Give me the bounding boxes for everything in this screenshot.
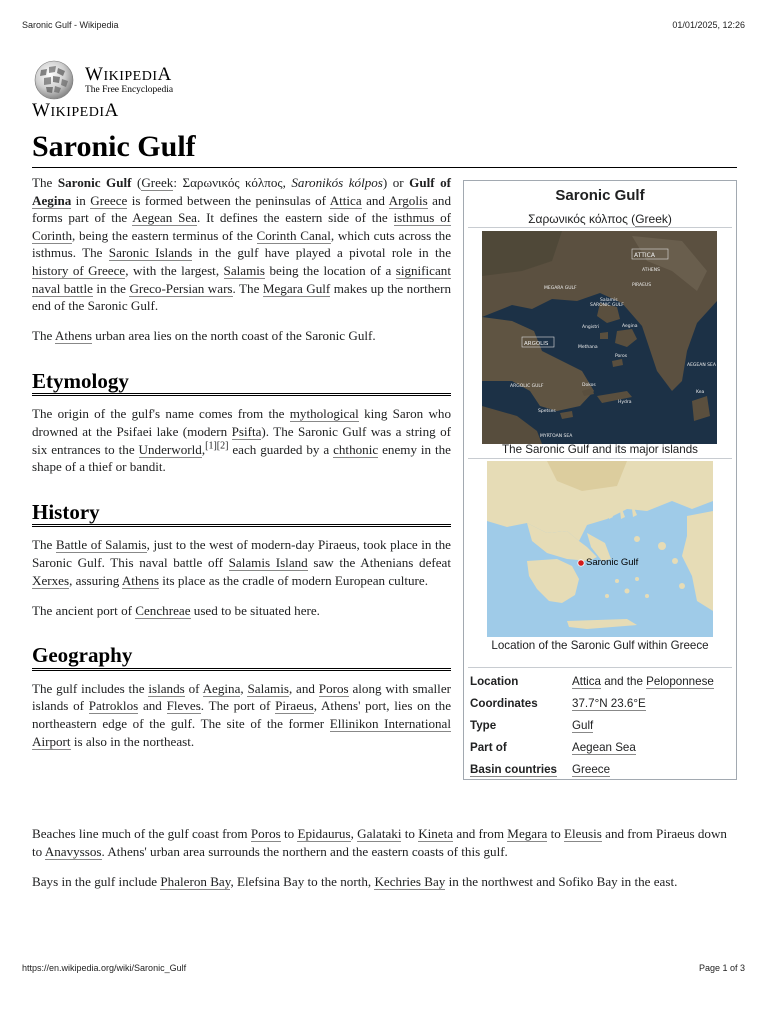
geography-paragraph-1: The gulf includes the islands of Aegina, Salamis, and Poros along with smaller islands of Patroklos and Fleves. The port of Piraeus, Athens' port, lies on the northeastern edge of the gulf. The site of the former Ellinikon International Airport is also in the northeast. <box>32 680 452 749</box>
wikipedia-wordmark: WIKIPEDIA <box>85 64 172 85</box>
infobox <box>463 180 737 780</box>
infobox-divider <box>468 227 732 228</box>
sat-label-salamis: Salamis <box>600 298 618 303</box>
reference-2[interactable]: [2] <box>216 440 229 452</box>
infobox-title: Saronic Gulf <box>555 187 645 204</box>
sat-label-hydra: Hydra <box>618 400 632 405</box>
history-paragraph-1: The Battle of Salamis, just to the west of modern-day Piraeus, took place in the Saronic Gulf. This naval battle off Salamis Island saw the Athenians defeat Xerxes, assuring Athens its place as the cradle of modern European culture. <box>32 537 451 588</box>
link-xerxes[interactable]: Xerxes <box>32 572 70 588</box>
sat-label-spetses: Spetses <box>538 409 556 414</box>
link-argolis[interactable]: Argolis <box>388 192 428 208</box>
link-history-of-greece[interactable]: history of Greece <box>32 262 126 278</box>
location-marker <box>578 560 584 566</box>
link-eleusis[interactable]: Eleusis <box>564 826 602 841</box>
link-athens[interactable]: Athens <box>54 328 93 344</box>
wikipedia-tagline: The Free Encyclopedia <box>85 85 174 95</box>
link-greek[interactable]: Greek <box>141 175 174 190</box>
link-infobox-coordinates[interactable]: 37.7°N 23.6°E <box>572 697 646 711</box>
print-tab-title: Saronic Gulf - Wikipedia <box>22 20 119 30</box>
link-ellinikon-airport[interactable]: Ellinikon International Airport <box>32 716 452 749</box>
sat-label-argolis: ARGOLIS <box>524 341 549 347</box>
infobox-data-rows <box>470 671 732 780</box>
intro-paragraph-2: The Athens urban area lies on the north coast of the Saronic Gulf. <box>32 328 376 344</box>
infobox-value <box>572 763 732 776</box>
link-chthonic[interactable]: chthonic <box>333 441 379 457</box>
link-greco-persian-wars[interactable]: Greco-Persian wars <box>129 280 233 296</box>
geography-paragraph-2: Beaches line much of the gulf coast from Poros to Epidaurus, Galataki to Kineta and from Megara to Eleusis and from Piraeus down to Anavyssos. Athens' urban area surrounds the northern and the eastern coasts of this gulf. <box>32 826 727 859</box>
infobox-row-type <box>470 715 732 737</box>
infobox-value <box>572 719 732 732</box>
link-aegean-sea[interactable]: Aegean Sea <box>132 210 197 226</box>
link-kineta[interactable]: Kineta <box>418 826 454 841</box>
infobox-row-location <box>470 671 732 693</box>
section-heading-etymology: Etymology <box>32 373 451 397</box>
sat-label-kea: Kea <box>696 390 705 395</box>
link-infobox-aegean-sea[interactable]: Aegean Sea <box>572 740 636 754</box>
article-body <box>32 174 451 763</box>
link-infobox-greek[interactable]: Greek <box>635 212 668 226</box>
sat-label-piraeus: PIRAEUS <box>632 283 652 288</box>
sat-label-dokos: Dokos <box>582 383 596 388</box>
sat-label-angistri: Angistri <box>582 325 600 330</box>
link-aegina-geo[interactable]: Aegina <box>202 680 241 696</box>
sat-label-athens: ATHENS <box>642 268 660 273</box>
print-footer <box>22 963 745 973</box>
link-infobox-attica[interactable]: Attica <box>572 675 601 689</box>
geography-paragraph-3: Bays in the gulf include Phaleron Bay, Elefsina Bay to the north, Kechries Bay in the northwest and Sofiko Bay in the east. <box>32 873 678 889</box>
sat-label-myrtoan: MYRTOAN SEA <box>540 434 573 439</box>
link-megara-gulf[interactable]: Megara Gulf <box>262 280 331 296</box>
link-aegina[interactable]: Aegina <box>32 192 72 208</box>
infobox-row-part-of <box>470 736 732 758</box>
location-map-caption: Location of the Saronic Gulf within Greece <box>491 639 709 652</box>
etymology-paragraph: The origin of the gulf's name comes from the mythological king Saron who drowned at the Psifaei lake (modern Psifta). The Saronic Gulf was a string of six entrances to the Underworld,[1][2] each guarded by a chthonic enemy in the shape of a thief or bandit. <box>32 406 451 475</box>
link-mythological[interactable]: mythological <box>289 406 359 422</box>
link-infobox-gulf[interactable]: Gulf <box>572 718 594 732</box>
link-piraeus[interactable]: Piraeus <box>275 698 314 714</box>
link-poros[interactable]: Poros <box>318 680 349 696</box>
intro-paragraph-1: The Saronic Gulf (Greek: Σαρωνικός κόλπος, Saronikós kólpos) or Gulf of Aegina in Greece is formed between the peninsulas of Attica and Argolis and forms part of the Aegean Sea. It defines the eastern side of the isthmus of Corinth, being the eastern terminus of the Corinth Canal, which cuts across the isthmus. The Saronic Islands in the gulf have played a pivotal role in the history of Greece, with the largest, Salamis being the location of a significant naval battle in the Greco-Persian wars. The Megara Gulf makes up the northern end of the Saronic Gulf. <box>32 175 452 314</box>
link-epidaurus[interactable]: Epidaurus <box>297 826 351 841</box>
infobox-divider <box>468 458 732 459</box>
link-isthmus-of-corinth[interactable]: isthmus of Corinth <box>32 210 451 243</box>
link-saronic-islands[interactable]: Saronic Islands <box>108 245 193 261</box>
link-salamis-island[interactable]: Salamis Island <box>228 555 308 570</box>
reference-1[interactable]: [1] <box>205 440 217 452</box>
link-infobox-basin-countries[interactable]: Basin countries <box>470 762 557 776</box>
infobox-label: Coordinates <box>470 697 538 711</box>
print-page-number: Page 1 of 3 <box>698 963 745 973</box>
link-islands[interactable]: islands <box>148 680 185 696</box>
link-kechries-bay[interactable]: Kechries Bay <box>374 873 446 889</box>
link-cenchreae[interactable]: Cenchreae <box>135 602 191 618</box>
infobox-label: Location <box>470 675 519 689</box>
infobox-label: Type <box>470 718 497 732</box>
link-infobox-peloponnese[interactable]: Peloponnese <box>646 675 714 689</box>
title-divider <box>32 167 737 168</box>
wikipedia-wordmark-secondary: WIKIPEDIA <box>32 100 119 121</box>
wikipedia-globe-icon <box>32 60 76 100</box>
infobox-native-name: Σαρωνικός κόλπος (Greek) <box>528 212 672 226</box>
location-map[interactable] <box>487 461 713 637</box>
infobox-value: Attica and the Peloponnese <box>572 675 714 689</box>
location-marker-label: Saronic Gulf <box>586 557 639 568</box>
link-anavyssos[interactable]: Anavyssos <box>44 843 102 859</box>
link-salamis-geo[interactable]: Salamis <box>247 680 289 696</box>
infobox-label: Part of <box>470 740 507 754</box>
link-phaleron-bay[interactable]: Phaleron Bay <box>160 873 231 889</box>
print-datetime: 01/01/2025, 12:26 <box>672 20 745 30</box>
link-psifta[interactable]: Psifta <box>231 424 262 440</box>
wikipedia-logo[interactable] <box>32 60 202 121</box>
sat-label-methana: Methana <box>578 345 598 350</box>
satellite-image-caption: The Saronic Gulf and its major islands <box>502 443 698 456</box>
sat-label-megara: MEGARA GULF <box>544 286 577 291</box>
link-infobox-greece[interactable]: Greece <box>572 762 611 776</box>
history-paragraph-2: The ancient port of Cenchreae used to be situated here. <box>32 602 320 618</box>
infobox-label <box>470 763 572 776</box>
infobox-row-coordinates <box>470 693 732 715</box>
link-battle-of-salamis[interactable]: Battle of Salamis <box>55 537 147 553</box>
link-galataki[interactable]: Galataki <box>357 826 402 841</box>
print-header <box>22 20 745 30</box>
sat-label-attica: ATTICA <box>634 252 655 259</box>
sat-label-aegean: AEGEAN SEA <box>687 363 716 368</box>
link-athens-history[interactable]: Athens <box>121 572 159 588</box>
article-body-full-width <box>32 825 738 903</box>
link-attica[interactable]: Attica <box>329 192 362 208</box>
infobox-value <box>572 697 732 710</box>
satellite-image[interactable] <box>482 231 717 444</box>
sat-label-aegina: Aegina <box>622 324 638 329</box>
link-naval-battle[interactable]: significant naval battle <box>32 262 451 296</box>
infobox-divider <box>468 667 732 668</box>
link-salamis[interactable]: Salamis <box>223 262 266 278</box>
sat-label-poros: Poros <box>615 354 628 359</box>
page-title: Saronic Gulf <box>32 130 196 163</box>
link-corinth-canal[interactable]: Corinth Canal <box>256 227 331 243</box>
link-fleves[interactable]: Fleves <box>166 698 201 714</box>
link-greece[interactable]: Greece <box>90 192 128 208</box>
section-heading-history: History <box>32 504 451 528</box>
section-heading-geography: Geography <box>32 647 451 671</box>
link-patroklos[interactable]: Patroklos <box>88 698 139 714</box>
sat-label-saronic: SARONIC GULF <box>590 303 624 308</box>
print-url: https://en.wikipedia.org/wiki/Saronic_Gulf <box>22 963 187 973</box>
link-poros-beach[interactable]: Poros <box>250 826 281 841</box>
infobox-row-basin-countries <box>470 758 732 780</box>
link-megara[interactable]: Megara <box>507 826 548 841</box>
infobox-value <box>572 741 732 754</box>
sat-label-argolic: ARGOLIC GULF <box>510 384 544 389</box>
link-underworld[interactable]: Underworld <box>138 441 202 457</box>
